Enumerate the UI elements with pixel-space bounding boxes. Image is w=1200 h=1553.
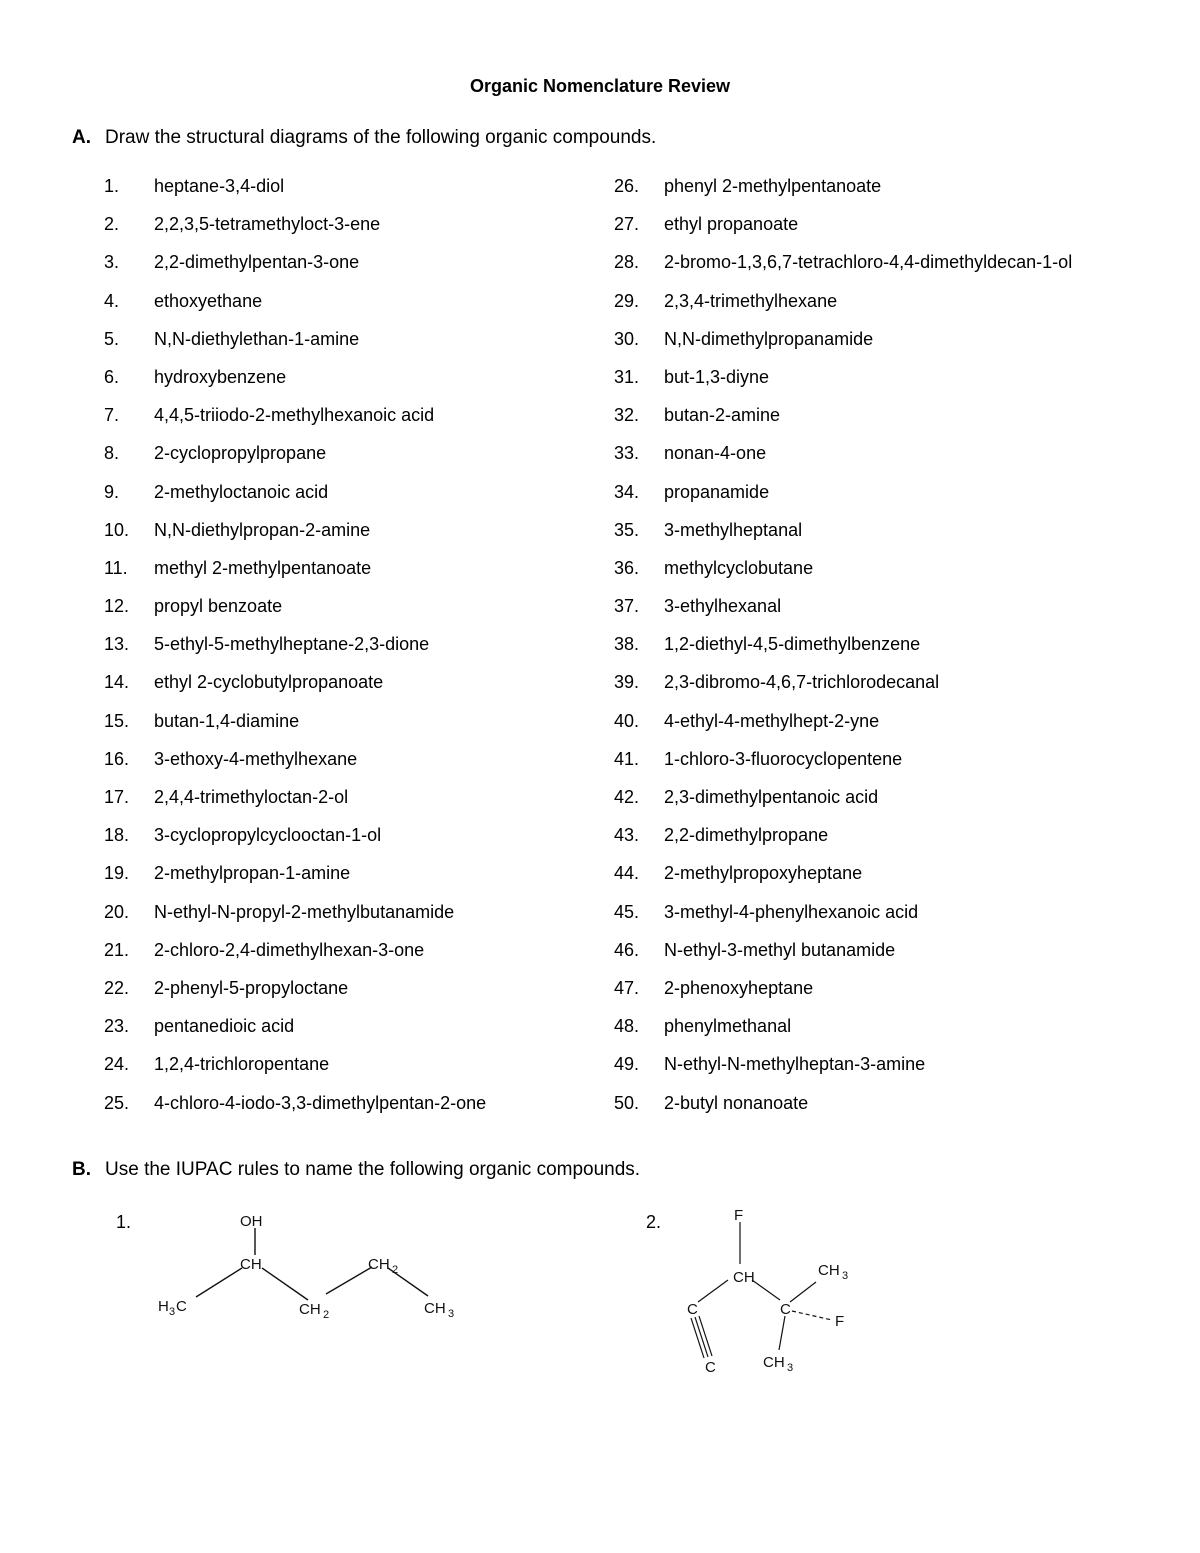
compound-number: 22. <box>104 977 130 998</box>
section-b-heading <box>72 1158 640 1182</box>
structure-1-diagram <box>140 1200 480 1330</box>
compound-name: 2-chloro-2,4-dimethylhexan-3-one <box>154 939 425 960</box>
compound-number: 36. <box>614 557 640 578</box>
compound-name: 1-chloro-3-fluorocyclopentene <box>664 748 903 769</box>
compound-name: N,N-diethylethan-1-amine <box>154 328 360 349</box>
compound-item <box>614 250 1174 288</box>
compound-number: 25. <box>104 1092 130 1113</box>
compound-name: 2-bromo-1,3,6,7-tetrachloro-4,4-dimethyldecan-1-ol <box>664 252 1073 273</box>
compound-name: N-ethyl-3-methyl butanamide <box>664 939 896 960</box>
compound-item <box>614 1014 1174 1052</box>
compound-item <box>104 174 584 212</box>
compound-item <box>104 900 584 938</box>
ch2-upper-subscript: 2 <box>392 1264 399 1276</box>
compound-item <box>104 212 584 250</box>
compound-name: 1,2-diethyl-4,5-dimethylbenzene <box>664 634 921 655</box>
compound-item <box>104 518 584 556</box>
compound-item <box>104 785 584 823</box>
compound-name: 1,2,4-trichloropentane <box>154 1054 330 1075</box>
section-b-letter: B. <box>72 1159 91 1180</box>
bond-c-ch3-bottom <box>779 1316 785 1350</box>
compound-item <box>614 441 1174 479</box>
ch-label: CH <box>240 1256 262 1273</box>
ch2-lower-label: CH <box>299 1301 321 1318</box>
compound-item <box>614 900 1174 938</box>
c-center-label: C <box>780 1301 791 1318</box>
compound-item <box>614 365 1174 403</box>
compound-number: 46. <box>614 939 640 960</box>
compound-name: 4-ethyl-4-methylhept-2-yne <box>664 710 880 731</box>
compound-name: 2-phenyl-5-propyloctane <box>154 977 349 998</box>
ch3-label: CH <box>424 1300 446 1317</box>
compound-name: nonan-4-one <box>664 443 767 464</box>
compound-number: 33. <box>614 443 640 464</box>
ch2-lower-subscript: 2 <box>323 1309 330 1321</box>
compound-number: 18. <box>104 825 130 846</box>
compound-name: 2,3-dimethylpentanoic acid <box>664 787 879 807</box>
compound-number: 12. <box>104 596 130 617</box>
compound-item <box>104 747 584 785</box>
compound-name: 5-ethyl-5-methylheptane-2,3-dione <box>154 634 430 655</box>
compound-name: 3-methylheptanal <box>664 519 803 540</box>
compound-number: 32. <box>614 405 640 426</box>
compound-item <box>104 1091 584 1129</box>
f-top-label: F <box>734 1207 744 1224</box>
compound-item <box>104 556 584 594</box>
compound-item <box>614 747 1174 785</box>
compound-number: 47. <box>614 977 640 998</box>
compound-name: 3-ethoxy-4-methylhexane <box>154 748 358 769</box>
compound-number: 48. <box>614 1016 640 1037</box>
compound-item <box>614 709 1174 747</box>
structure-1-number: 1. <box>116 1212 132 1232</box>
h3c-h-label: H <box>158 1298 169 1315</box>
ch3-bottom-label: CH <box>763 1354 785 1371</box>
bond-ch2-ch2 <box>326 1267 372 1294</box>
compound-name: ethyl propanoate <box>664 214 799 235</box>
compound-number: 40. <box>614 710 640 731</box>
c-bottom-label: C <box>705 1359 716 1376</box>
compound-number: 49. <box>614 1054 640 1075</box>
compound-number: 28. <box>614 252 640 273</box>
compound-number: 14. <box>104 672 130 693</box>
compound-number: 31. <box>614 366 640 387</box>
compound-item <box>614 327 1174 365</box>
compound-name: 3-methyl-4-phenylhexanoic acid <box>664 901 919 922</box>
compound-number: 30. <box>614 328 640 349</box>
compound-number: 5. <box>104 328 120 349</box>
ch-label: CH <box>733 1269 755 1286</box>
compound-number: 10. <box>104 519 130 540</box>
compound-name: N,N-diethylpropan-2-amine <box>154 519 371 540</box>
compound-name: 2,2-dimethylpropane <box>664 825 829 846</box>
ch3-subscript: 3 <box>448 1308 455 1320</box>
compound-number: 34. <box>614 481 640 502</box>
compound-name: 3-cyclopropylcyclooctan-1-ol <box>154 825 382 846</box>
section-b-instruction: Use the IUPAC rules to name the following organic compounds. <box>105 1159 641 1180</box>
h3c-subscript: 3 <box>169 1306 176 1318</box>
compound-number: 41. <box>614 748 640 769</box>
compound-item <box>614 480 1174 518</box>
f-right-label: F <box>835 1313 845 1330</box>
bond-c-f-dashed <box>792 1311 832 1320</box>
compound-name: 3-ethylhexanal <box>664 596 782 617</box>
compound-name: methyl 2-methylpentanoate <box>154 557 372 578</box>
compound-name: propanamide <box>664 481 770 502</box>
compound-name: 2-methyloctanoic acid <box>154 481 329 502</box>
compound-item <box>104 289 584 327</box>
compound-number: 13. <box>104 634 130 655</box>
compound-item <box>104 861 584 899</box>
compound-name: N-ethyl-N-propyl-2-methylbutanamide <box>154 901 455 922</box>
compound-item <box>614 785 1174 823</box>
compound-number: 39. <box>614 672 640 693</box>
compound-number: 16. <box>104 748 130 769</box>
compound-number: 23. <box>104 1016 130 1037</box>
compound-name: butan-2-amine <box>664 405 781 426</box>
compound-number: 35. <box>614 519 640 540</box>
compound-name: propyl benzoate <box>154 596 283 617</box>
compound-item <box>614 174 1174 212</box>
compound-name: phenyl 2-methylpentanoate <box>664 176 882 196</box>
oh-label: OH <box>240 1213 263 1230</box>
compound-name: 2-methylpropan-1-amine <box>154 863 351 884</box>
compound-item <box>104 327 584 365</box>
compound-item <box>614 594 1174 632</box>
compound-item <box>104 480 584 518</box>
bond-c-ch3-top <box>790 1282 816 1302</box>
compound-name: 4-chloro-4-iodo-3,3-dimethylpentan-2-one <box>154 1092 487 1113</box>
compound-item <box>614 289 1174 327</box>
compound-number: 27. <box>614 214 640 235</box>
compound-name: 2-methylpropoxyheptane <box>664 863 863 884</box>
compound-name: heptane-3,4-diol <box>154 176 285 196</box>
compound-number: 20. <box>104 901 130 922</box>
compound-name: 2,4,4-trimethyloctan-2-ol <box>154 787 349 807</box>
compound-number: 24. <box>104 1054 130 1075</box>
compound-name: 2-phenoxyheptane <box>664 977 814 998</box>
ch3-top-label: CH <box>818 1262 840 1279</box>
compound-name: 2,2-dimethylpentan-3-one <box>154 252 360 273</box>
compound-item <box>614 212 1174 250</box>
compound-name: ethoxyethane <box>154 290 263 311</box>
compound-item <box>104 632 584 670</box>
page-title: Organic Nomenclature Review <box>469 76 731 96</box>
compound-item <box>614 861 1174 899</box>
compound-name: methylcyclobutane <box>664 557 814 578</box>
compound-item <box>104 938 584 976</box>
compound-item <box>614 632 1174 670</box>
compound-item <box>104 709 584 747</box>
compound-item <box>104 365 584 403</box>
compound-item <box>614 1091 1174 1129</box>
compound-number: 44. <box>614 863 640 884</box>
compound-number: 7. <box>104 405 120 426</box>
compound-item <box>104 1014 584 1052</box>
section-a-letter: A. <box>72 127 91 148</box>
compound-name: 2,3-dibromo-4,6,7-trichlorodecanal <box>664 672 940 693</box>
compound-item <box>614 823 1174 861</box>
compound-item <box>104 403 584 441</box>
compound-number: 19. <box>104 863 130 884</box>
compound-name: 2,3,4-trimethylhexane <box>664 290 838 311</box>
ch2-upper-label: CH <box>368 1256 390 1273</box>
compound-item <box>614 1052 1174 1090</box>
compound-name: pentanedioic acid <box>154 1016 295 1037</box>
compound-number: 2. <box>104 214 120 235</box>
structure-2-bonds <box>691 1222 832 1358</box>
compound-item <box>104 823 584 861</box>
compound-item <box>614 403 1174 441</box>
compound-number: 8. <box>104 443 120 464</box>
compound-number: 43. <box>614 825 640 846</box>
compound-number: 15. <box>104 710 130 731</box>
compound-name: N-ethyl-N-methylheptan-3-amine <box>664 1054 926 1075</box>
compound-number: 42. <box>614 787 640 807</box>
compound-name: hydroxybenzene <box>154 366 287 387</box>
bond-ch-c-left <box>698 1280 728 1302</box>
compound-number: 17. <box>104 787 130 807</box>
compound-name: 4,4,5-triiodo-2-methylhexanoic acid <box>154 405 435 426</box>
compound-name: N,N-dimethylpropanamide <box>664 328 874 349</box>
compound-list-right <box>614 174 1174 1129</box>
compound-item <box>104 1052 584 1090</box>
compound-number: 50. <box>614 1092 640 1113</box>
structure-2-number: 2. <box>646 1212 662 1232</box>
compound-number: 45. <box>614 901 640 922</box>
compound-name: ethyl 2-cyclobutylpropanoate <box>154 672 384 693</box>
compound-item <box>614 556 1174 594</box>
bond-ch-ch2 <box>262 1268 308 1300</box>
compound-number: 3. <box>104 252 120 273</box>
compound-number: 38. <box>614 634 640 655</box>
compound-number: 26. <box>614 176 640 196</box>
h3c-c-label: C <box>176 1298 187 1315</box>
compound-number: 29. <box>614 290 640 311</box>
compound-number: 11. <box>104 557 128 578</box>
compound-number: 6. <box>104 366 120 387</box>
bond-ch-c-center <box>752 1280 780 1300</box>
compound-list-left <box>104 174 584 1129</box>
compound-item <box>104 670 584 708</box>
compound-item <box>104 594 584 632</box>
c-left-label: C <box>687 1301 698 1318</box>
compound-item <box>104 250 584 288</box>
section-a-heading <box>72 126 656 150</box>
compound-item <box>614 670 1174 708</box>
compound-item <box>614 938 1174 976</box>
compound-name: 2-butyl nonanoate <box>664 1092 809 1113</box>
compound-number: 9. <box>104 481 120 502</box>
compound-item <box>614 976 1174 1014</box>
compound-name: 2-cyclopropylpropane <box>154 443 327 464</box>
bond-h3c-ch <box>196 1268 242 1297</box>
compound-number: 4. <box>104 290 120 311</box>
compound-name: but-1,3-diyne <box>664 366 770 387</box>
section-a-instruction: Draw the structural diagrams of the following organic compounds. <box>105 127 657 148</box>
compound-number: 1. <box>104 176 120 196</box>
ch3-bottom-subscript: 3 <box>787 1362 794 1374</box>
compound-item <box>104 441 584 479</box>
compound-name: butan-1,4-diamine <box>154 710 300 731</box>
ch3-top-subscript: 3 <box>842 1270 849 1282</box>
structure-2-diagram <box>670 1200 890 1385</box>
compound-number: 21. <box>104 939 130 960</box>
compound-number: 37. <box>614 596 640 617</box>
compound-name: 2,2,3,5-tetramethyloct-3-ene <box>154 214 381 235</box>
compound-item <box>614 518 1174 556</box>
compound-item <box>104 976 584 1014</box>
compound-name: phenylmethanal <box>664 1016 792 1037</box>
